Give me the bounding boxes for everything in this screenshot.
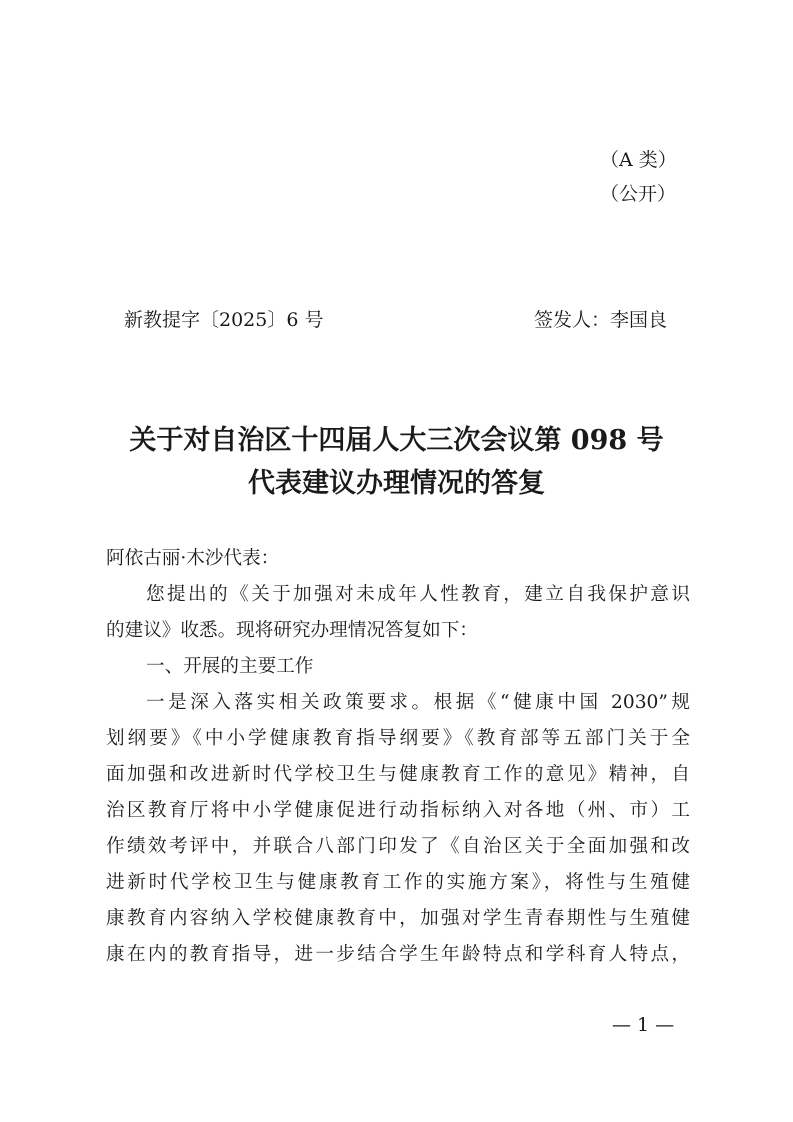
disclosure-label: （公开） bbox=[600, 183, 677, 205]
section-heading: 一、开展的主要工作 bbox=[146, 656, 314, 677]
category-label: （A 类） bbox=[600, 149, 677, 171]
paragraph-line: 康教育内容纳入学校健康教育中，加强对学生青春期性与生殖健 bbox=[106, 908, 690, 929]
paragraph-line: 划纲要》《中小学健康教育指导纲要》《教育部等五部门关于全 bbox=[106, 728, 690, 749]
document-title-line-2: 代表建议办理情况的答复 bbox=[248, 468, 545, 499]
paragraph-line: 一是深入落实相关政策要求。根据《“健康中国 2030”规 bbox=[146, 692, 690, 713]
document-number: 新教提字〔2025〕6 号 bbox=[124, 309, 324, 331]
intro-paragraph-line: 您提出的《关于加强对未成年人性教育，建立自我保护意识 bbox=[146, 584, 690, 605]
paragraph-line: 治区教育厅将中小学健康促进行动指标纳入对各地（州、市）工 bbox=[106, 800, 690, 821]
paragraph-line: 面加强和改进新时代学校卫生与健康教育工作的意见》精神，自 bbox=[106, 764, 690, 785]
paragraph-line: 康在内的教育指导，进一步结合学生年龄特点和学科育人特点， bbox=[106, 944, 690, 965]
issuer-signature: 签发人：李国良 bbox=[534, 309, 668, 331]
page-number: — 1 — bbox=[612, 1014, 675, 1036]
paragraph-line: 进新时代学校卫生与健康教育工作的实施方案》，将性与生殖健 bbox=[106, 872, 690, 893]
document-title-line-1: 关于对自治区十四届人大三次会议第 098 号 bbox=[129, 425, 664, 456]
intro-paragraph-line: 的建议》收悉。现将研究办理情况答复如下： bbox=[106, 620, 478, 641]
salutation: 阿依古丽·木沙代表： bbox=[106, 548, 280, 569]
paragraph-line: 作绩效考评中，并联合八部门印发了《自治区关于全面加强和改 bbox=[106, 836, 690, 857]
